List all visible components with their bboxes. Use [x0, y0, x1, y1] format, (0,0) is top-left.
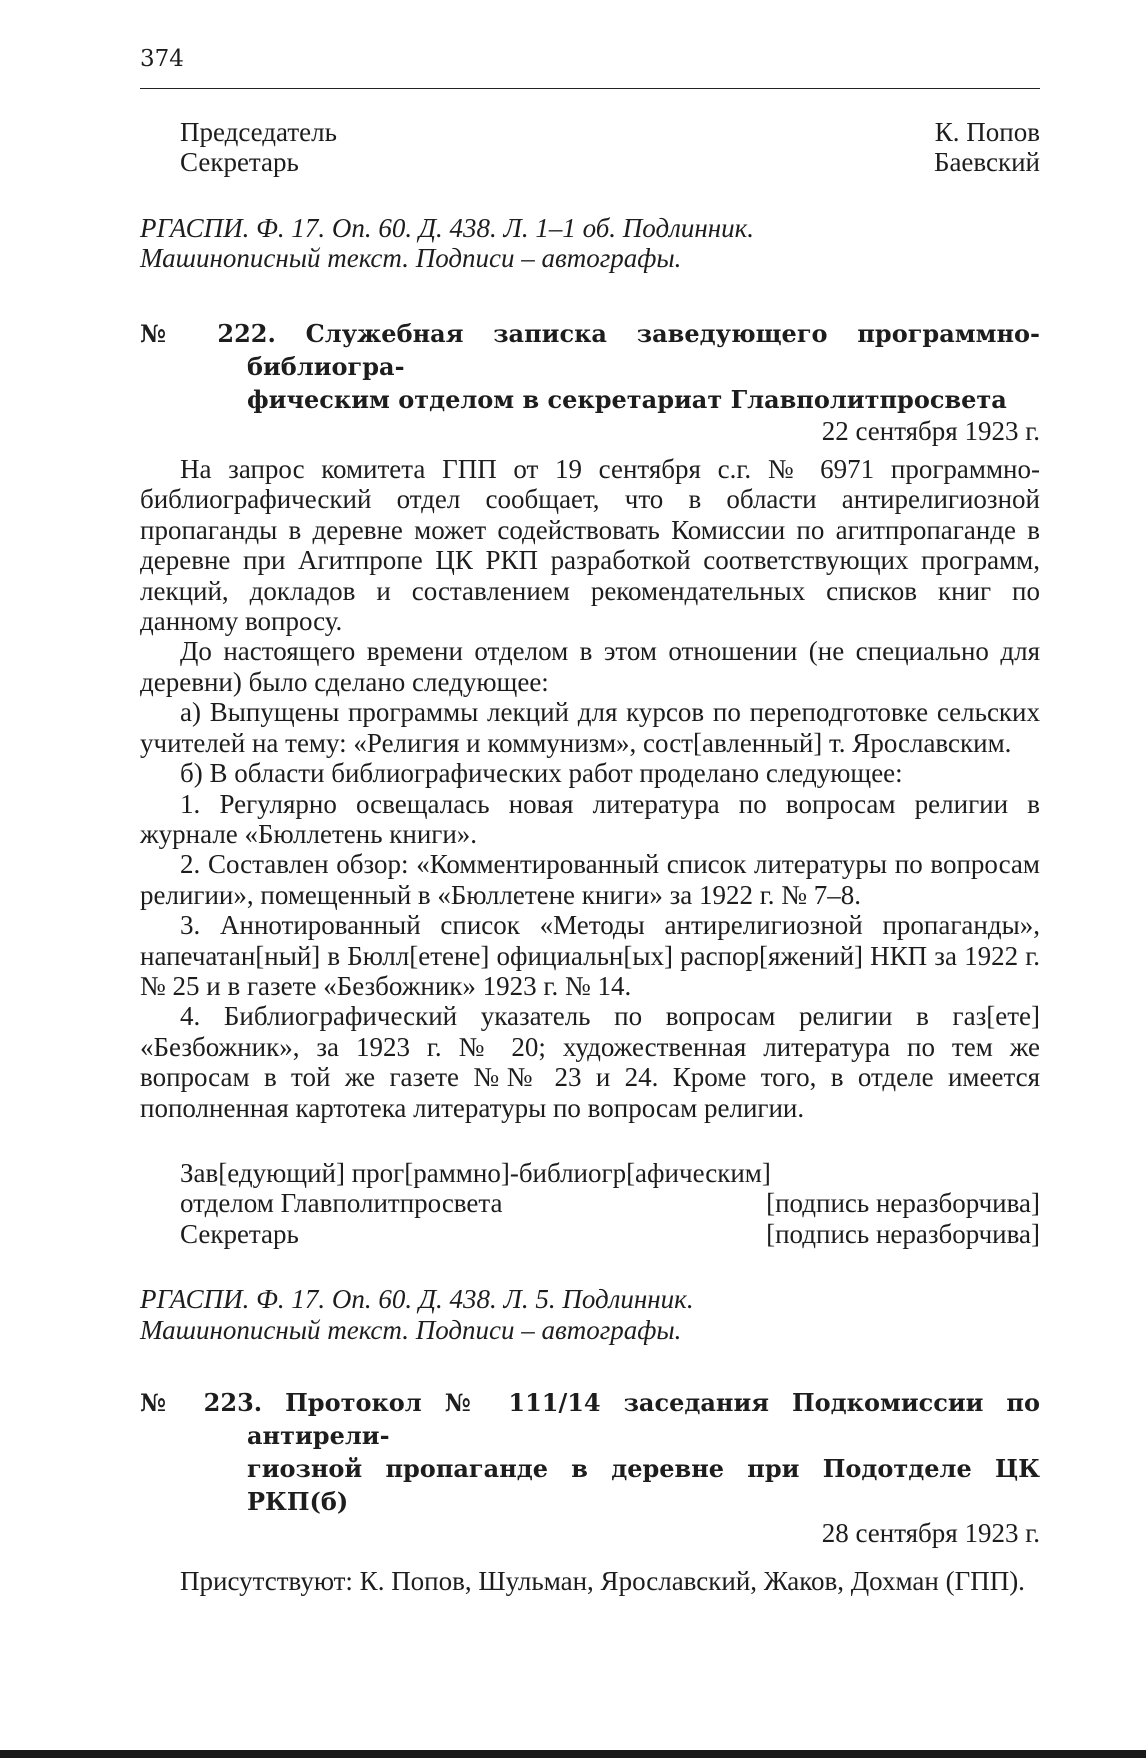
- signature-row: [180, 1219, 1040, 1249]
- signature-block: [140, 1158, 1040, 1249]
- archive-line: Машинописный текст. Подписи – автографы.: [140, 1314, 682, 1345]
- header-rule: [140, 88, 1040, 89]
- document-title: [140, 317, 1040, 416]
- body-paragraph: б) В области библиографических работ проделано следующее:: [180, 758, 903, 789]
- body-paragraph: На запрос комитета ГПП от 19 сентября с.г. № 6971 программно-библиографический отдел сообщает, что в области антирелигиозной пропаганды в деревне может содействовать Комиссии по агитпропаганде в деревне при Агитпропе ЦК РКП разработкой соответствующих программ, лекций, докладов и составлением рекомендательных списков книг по данному вопросу.: [140, 454, 1040, 637]
- signature-line: Зав[едующий] прог[раммно]-библиогр[афическим]: [180, 1157, 771, 1188]
- document-title-line: Протокол № 111/14 заседания Подкомиссии по антирели-: [247, 1388, 1041, 1450]
- page-number: 374: [140, 46, 184, 72]
- document-title-line: гиозной пропаганде в деревне при Подотделе ЦК РКП(б): [247, 1454, 1040, 1516]
- archive-line: РГАСПИ. Ф. 17. Оп. 60. Д. 438. Л. 1–1 об. Подлинник.: [140, 212, 755, 243]
- signature-row: [140, 117, 1040, 147]
- scan-edge: [0, 1750, 1146, 1758]
- document-number: № 222.: [140, 318, 276, 348]
- signature-role: отделом Главполитпросвета: [180, 1188, 503, 1219]
- archive-reference: [140, 1284, 1040, 1345]
- signature-role: Секретарь: [180, 147, 299, 178]
- document-date: 28 сентября 1923 г.: [821, 1518, 1040, 1548]
- archive-line: РГАСПИ. Ф. 17. Оп. 60. Д. 438. Л. 5. Подлинник.: [140, 1284, 694, 1315]
- document-date: 22 сентября 1923 г.: [821, 415, 1040, 446]
- body-paragraph: а) Выпущены программы лекций для курсов по переподготовке сельских учителей на тему: «Религия и коммунизм», сост[авленный] т. Ярославским.: [140, 697, 1040, 758]
- signature-row: [140, 147, 1040, 177]
- body-paragraph: 2. Составлен обзор: «Комментированный список литературы по вопросам религии», помещенный в «Бюллетене книги» за 1922 г. № 7–8.: [140, 849, 1040, 910]
- body-paragraph: 4. Библиографический указатель по вопросам религии в газ[ете] «Безбожник», за 1923 г. № 20; художественная литература по тем же вопросам в той же газете №№ 23 и 24. Кроме того, в отделе имеется пополненная картотека литературы по вопросам религии.: [140, 1001, 1040, 1123]
- signature-name: К. Попов: [934, 117, 1040, 147]
- archive-reference: [140, 213, 1040, 274]
- document-title-line: фическим отделом в секретариат Главполитпросвета: [247, 384, 1007, 414]
- body-paragraph: 3. Аннотированный список «Методы антирелигиозной пропаганды», напечатан[ный] в Бюлл[етене] официальн[ых] распор[яжений] НКП за 1922 г. № 25 и в газете «Безбожник» 1923 г. № 14.: [140, 910, 1040, 1001]
- signature-name: [подпись неразборчива]: [766, 1188, 1040, 1219]
- signature-name: Баевский: [933, 147, 1040, 178]
- body-paragraph: Присутствуют: К. Попов, Шульман, Ярославский, Жаков, Дохман (ГПП).: [180, 1566, 1025, 1597]
- signature-role: Секретарь: [180, 1218, 299, 1249]
- archive-line: Машинописный текст. Подписи – автографы.: [140, 243, 682, 274]
- signature-row: [180, 1188, 1040, 1218]
- body-paragraph: До настоящего времени отделом в этом отношении (не специально для деревни) было сделано следующее:: [140, 636, 1040, 697]
- page-content: [140, 117, 1040, 1597]
- document-number: № 223.: [140, 1388, 263, 1417]
- document-title: [140, 1386, 1040, 1518]
- signature-name: [подпись неразборчива]: [766, 1218, 1040, 1249]
- signature-role: Председатель: [180, 117, 337, 147]
- body-paragraph: 1. Регулярно освещалась новая литература по вопросам религии в журнале «Бюллетень книги».: [140, 788, 1040, 849]
- document-title-line: Служебная записка заведующего программно-библиогра-: [247, 318, 1040, 381]
